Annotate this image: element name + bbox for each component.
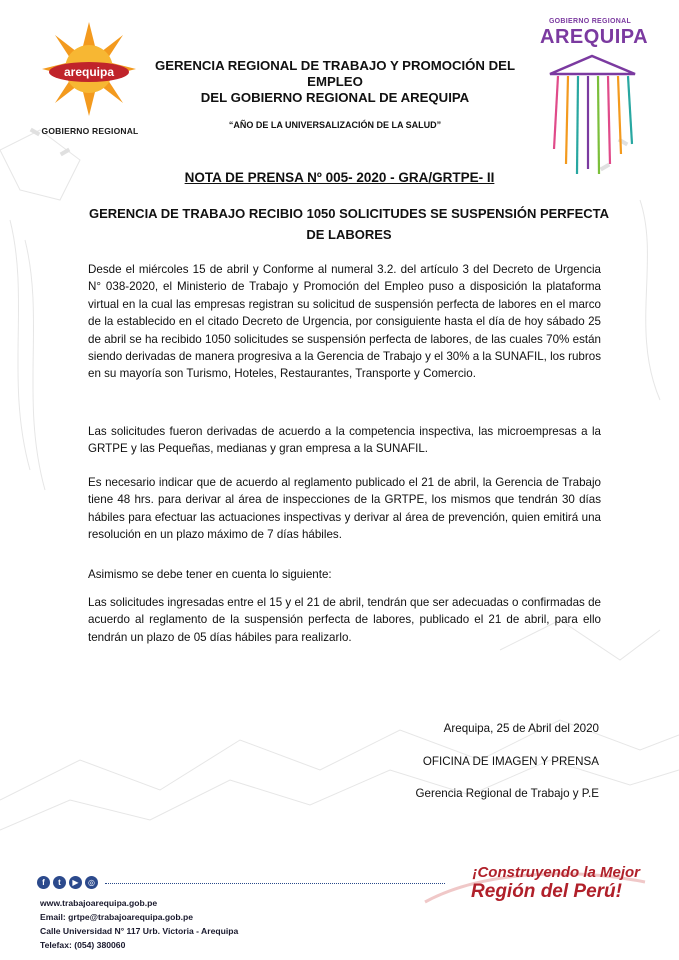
website-link[interactable]: www.trabajoarequipa.gob.pe [40,898,158,908]
facebook-icon[interactable]: f [37,876,50,889]
issuing-office: OFICINA DE IMAGEN Y PRENSA [422,755,599,768]
paragraph-3: Es necesario indicar que de acuerdo al reglamento publicado el 21 de abril, la Gerencia de Trabajo tiene 48 hrs. para derivar al área de inspecciones de la GRTPE, los mismos que tendrán 30 días hábiles para efectuar las actuaciones inspectivas y derivar al área de prevención, quien emitirá una resolución en un plazo máximo de 7 días hábiles. [88,476,601,542]
letterhead-line-1: GERENCIA REGIONAL DE TRABAJO Y PROMOCIÓN DEL EMPLEO [154,58,515,89]
letterhead-line-2: DEL GOBIERNO REGIONAL DE AREQUIPA [200,90,470,105]
letterhead [140,58,530,130]
telefax: Telefax: (054) 380060 [40,940,126,950]
brand-main-text: AREQUIPA [540,26,649,48]
twitter-icon[interactable]: t [53,876,66,889]
arequipa-brand-logo [540,18,649,178]
arequipa-wordmark: arequipa [63,65,115,79]
sun-logo-icon [40,20,138,118]
press-release-headline: GERENCIA DE TRABAJO RECIBIO 1050 SOLICITUDES SE SUSPENSIÓN PERFECTA DE LABORES [88,206,610,242]
gobierno-regional-logo [30,20,148,145]
place-date: Arequipa, 25 de Abril del 2020 [443,722,599,735]
address: Calle Universidad N° 117 Urb. Victoria - Arequipa [40,926,239,936]
press-release-title: NOTA DE PRENSA Nº 005- 2020 - GRA/GRTPE- II [184,170,495,185]
youtube-icon[interactable]: ▶ [69,876,82,889]
paragraph-1: Desde el miércoles 15 de abril y Conforme al numeral 3.2. del artículo 3 del Decreto de Urgencia N° 038-2020, el Ministerio de Trabajo y Promoción del Empleo puso a disposición la plataforma virtual en la cual las empresas registran su solicitud de suspensión perfecta de labores en el marco de la establecido en el citado Decreto de Urgencia, por consiguiente hasta el día de hoy sábado 25 de abril se ha recibido 1050 solicitudes se suspensión perfecta de labores, de las cuales 70% están siendo derivadas de manera progresiva a la Gerencia de Trabajo y el 30% a la SUNAFIL, los rubros en su mayoría son Turismo, Hoteles, Restaurantes, Transporte y Comercio. [88,263,601,381]
footer-divider [105,883,445,884]
issuing-entity: Gerencia Regional de Trabajo y P.E [415,787,599,800]
slogan-line-2: Región del Perú! [471,881,622,902]
contact-info [40,896,238,952]
social-icons [37,876,98,889]
paragraph-5: Las solicitudes ingresadas entre el 15 y el 21 de abril, tendrán que ser adecuadas o confirmadas de acuerdo al reglamento de la suspensión perfecta de labores, publicado el 21 de abril, para ello tendrán un plazo de 05 días hábiles para realizarlo. [88,596,601,644]
instagram-icon[interactable]: ◎ [85,876,98,889]
slogan [440,864,640,903]
year-motto: “AÑO DE LA UNIVERSALIZACIÓN DE LA SALUD” [228,120,442,130]
paragraph-2: Las solicitudes fueron derivadas de acuerdo a la competencia inspectiva, las microempresas a la GRTPE y las Pequeñas, medianas y gran empresa a la SUNAFIL. [88,425,601,456]
paragraph-4: Asimismo se debe tener en cuenta lo siguiente: [88,568,332,581]
slogan-line-1: ¡Construyendo la Mejor [472,864,640,881]
email-link[interactable]: Email: grtpe@trabajoarequipa.gob.pe [40,912,194,922]
logo-caption: GOBIERNO REGIONAL [41,126,139,136]
tassels-icon [540,54,645,179]
brand-top-text: GOBIERNO REGIONAL [548,18,632,25]
